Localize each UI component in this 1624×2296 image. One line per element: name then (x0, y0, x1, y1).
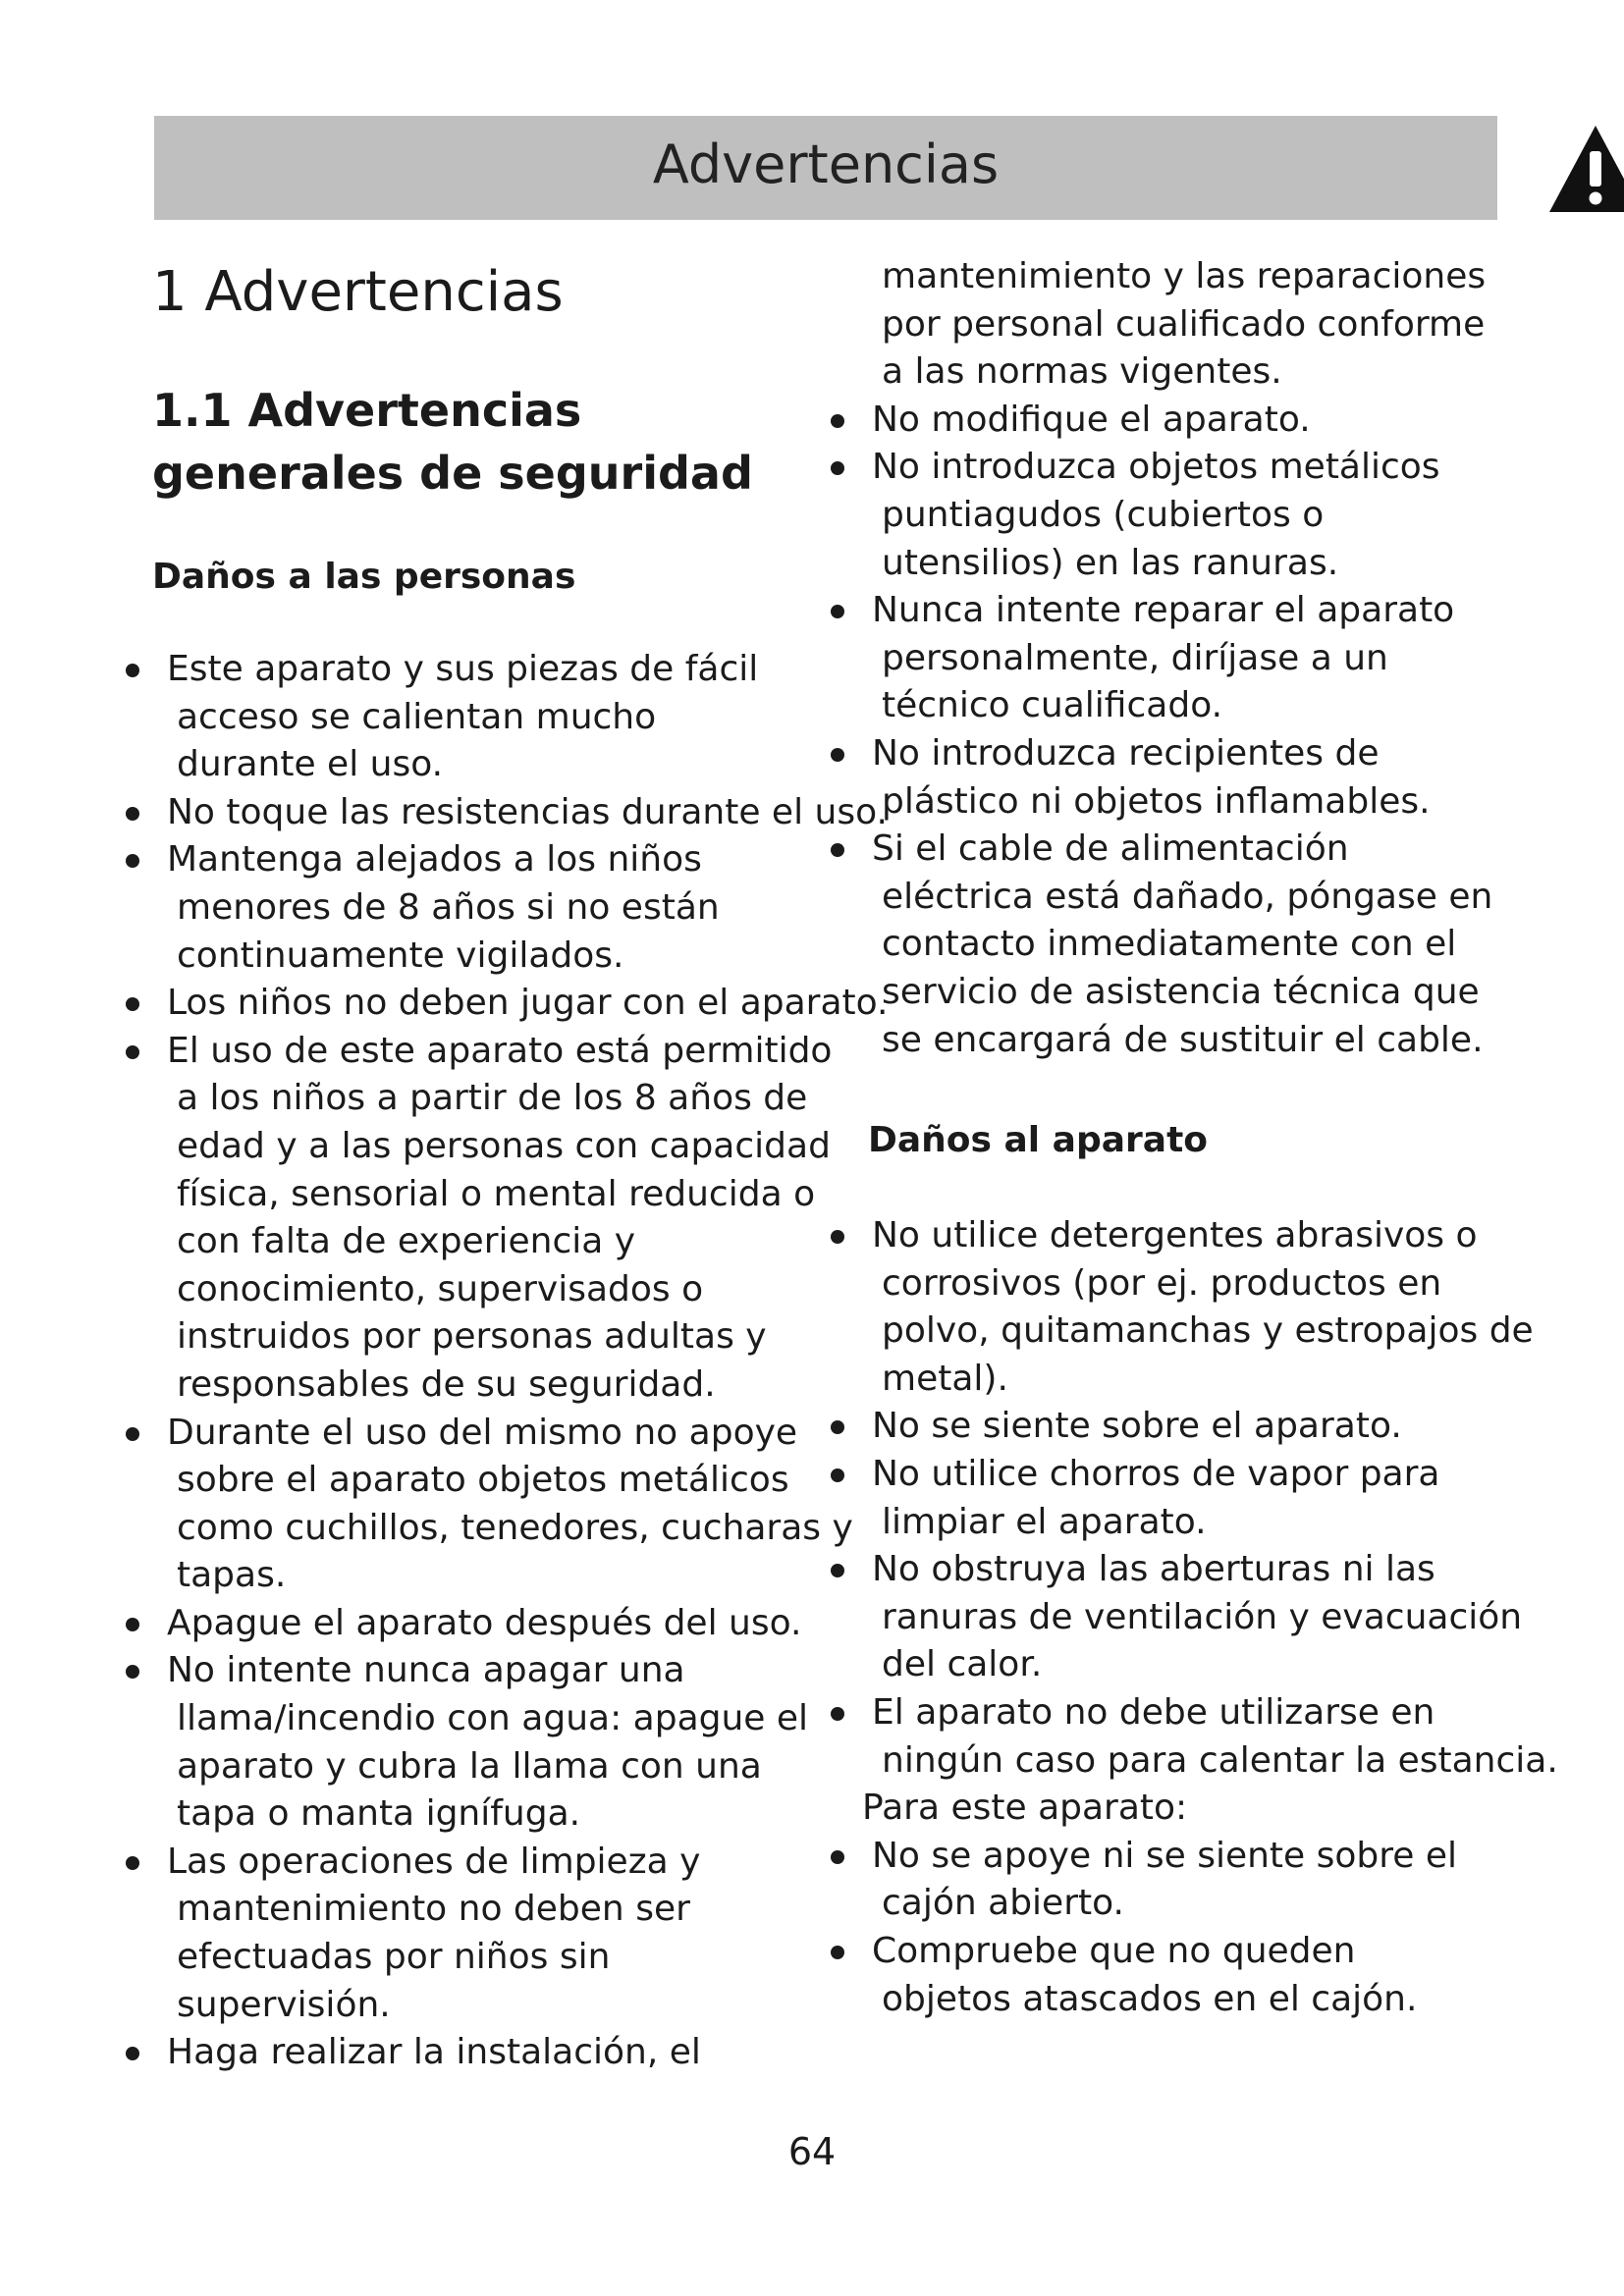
header-bar (154, 116, 1497, 220)
line-text: Para este aparato: (862, 1788, 1188, 1829)
bullet-icon (831, 748, 844, 762)
header-title: Advertencias (652, 133, 1000, 195)
line-text: No se siente sobre el aparato. (872, 1406, 1402, 1447)
bullet-item-line (126, 646, 842, 694)
line-text: objetos atascados en el cajón. (882, 1978, 1418, 2019)
line-text: servicio de asistencia técnica que (882, 971, 1480, 1012)
text-line (126, 1743, 842, 1791)
bullet-icon (126, 1665, 139, 1679)
line-text: durante el uso. (177, 744, 444, 785)
line-text: No utilice detergentes abrasivos o (872, 1215, 1478, 1255)
bullet-icon (126, 1427, 139, 1441)
bullet-item-line (831, 826, 1518, 874)
text-line (126, 694, 842, 742)
text-line (831, 1260, 1518, 1308)
line-text: cajón abierto. (882, 1883, 1124, 1924)
warning-triangle-icon (1546, 122, 1624, 216)
line-text: Haga realizar la instalación, el (167, 2032, 701, 2073)
text-line (126, 1552, 842, 1600)
bullet-item-line (126, 2029, 842, 2077)
line-text: eléctrica está dañado, póngase en (882, 876, 1493, 917)
line-text: del calor. (882, 1644, 1043, 1685)
line-text: contacto inmediatamente con el (882, 924, 1457, 965)
line-text: continuamente vigilados. (177, 934, 624, 976)
line-text: menores de 8 años si no están (177, 886, 720, 928)
line-text: personalmente, diríjase a un (882, 637, 1388, 678)
subsection-title: 1.1 Advertencias generales de seguridad (152, 384, 753, 500)
text-line (831, 1641, 1518, 1689)
bullet-item-line (831, 1833, 1518, 1881)
text-line (831, 540, 1518, 588)
bullet-icon (831, 1420, 844, 1434)
line-text: física, sensorial o mental reducida o (177, 1173, 816, 1214)
bullet-item-line (831, 730, 1518, 778)
line-text: mantenimiento no deben ser (177, 1889, 690, 1930)
text-line (831, 874, 1518, 922)
bullet-item-line (831, 444, 1518, 492)
line-text: aparato y cubra la llama con una (177, 1745, 762, 1787)
text-line (126, 1695, 842, 1743)
text-line (831, 1499, 1518, 1547)
line-text: No intente nunca apagar una (167, 1650, 685, 1691)
bullet-item-line (831, 587, 1518, 635)
line-text: No modifique el aparato. (872, 399, 1311, 440)
left-column-lines (126, 646, 889, 2077)
text-line (126, 933, 842, 981)
text-line (831, 1594, 1523, 1642)
text-line (831, 969, 1518, 1017)
line-text: No obstruya las aberturas ni las (872, 1549, 1435, 1590)
text-line (831, 492, 1518, 540)
line-text: a las normas vigentes. (882, 351, 1282, 393)
bullet-icon (831, 843, 844, 857)
line-text: efectuadas por niños sin (177, 1937, 611, 1978)
text-line (831, 1880, 1518, 1928)
text-line (831, 635, 1518, 683)
line-text: Compruebe que no queden (872, 1930, 1356, 1971)
bullet-icon (831, 1468, 844, 1482)
text-line (126, 1505, 853, 1553)
line-text: instruidos por personas adultas y (177, 1316, 767, 1358)
text-line (126, 884, 842, 933)
line-text: No introduzca objetos metálicos (872, 447, 1440, 488)
line-text: Si el cable de alimentación (872, 828, 1349, 870)
heading-danos-personas: Daños a las personas (152, 557, 576, 597)
text-line (831, 1976, 1518, 2024)
text-line (831, 301, 1518, 349)
bullet-icon (126, 997, 139, 1011)
bullet-item-line (831, 1546, 1518, 1594)
bullet-item-line (126, 1600, 842, 1648)
bullet-item-line (126, 789, 888, 837)
bullet-icon (831, 1564, 844, 1577)
text-line (126, 1123, 842, 1171)
line-text: técnico cualificado. (882, 685, 1223, 726)
bullet-item-line (831, 1928, 1518, 1976)
bullet-icon (126, 664, 139, 677)
bullet-icon (126, 854, 139, 868)
bullet-icon (831, 414, 844, 428)
bullet-item-line (126, 1647, 842, 1695)
section-title: 1 Advertencias (152, 260, 564, 324)
bullet-icon (831, 1850, 844, 1864)
line-text: Este aparato y sus piezas de fácil (167, 649, 759, 689)
text-line (831, 1308, 1534, 1356)
text-line (126, 1075, 842, 1123)
text-line (126, 1790, 842, 1839)
line-text: ranuras de ventilación y evacuación (882, 1596, 1523, 1637)
line-text: corrosivos (por ej. productos en (882, 1262, 1442, 1304)
bullet-item-line (831, 397, 1518, 445)
text-line (831, 1737, 1558, 1786)
line-text: plástico ni objetos inflamables. (882, 780, 1431, 822)
bullet-item-line (126, 980, 889, 1028)
bullet-icon (126, 807, 139, 821)
line-text: ningún caso para calentar la estancia. (882, 1739, 1558, 1781)
text-line (126, 1218, 842, 1266)
line-text: polvo, quitamanchas y estropajos de (882, 1310, 1534, 1352)
text-line (831, 253, 1518, 301)
line-text: acceso se calientan mucho (177, 696, 657, 737)
bullet-icon (126, 1618, 139, 1631)
line-text: se encargará de sustituir el cable. (882, 1019, 1484, 1060)
text-line (831, 1356, 1518, 1404)
bullet-icon (126, 2047, 139, 2060)
line-text: No toque las resistencias durante el uso. (167, 791, 888, 832)
bullet-icon (126, 1045, 139, 1059)
text-line (126, 1982, 842, 2030)
line-text: utensilios) en las ranuras. (882, 542, 1339, 583)
bullet-item-line (126, 1839, 842, 1887)
line-text: responsables de su seguridad. (177, 1363, 716, 1405)
text-line (126, 1886, 842, 1934)
line-text: mantenimiento y las reparaciones (882, 256, 1487, 296)
bullet-item-line (831, 1212, 1518, 1260)
line-text: No se apoye ni se siente sobre el (872, 1835, 1458, 1876)
line-text: por personal cualificado conforme (882, 303, 1486, 345)
line-text: El uso de este aparato está permitido (167, 1030, 833, 1071)
text-line (831, 1785, 1518, 1833)
line-text: Durante el uso del mismo no apoye (167, 1412, 798, 1453)
text-line (126, 1934, 842, 1982)
bullet-icon (831, 461, 844, 475)
bullet-item-line (126, 836, 842, 884)
line-text: supervisión. (177, 1984, 391, 2025)
line-text: a los niños a partir de los 8 años de (177, 1078, 808, 1119)
page-number: 64 (787, 2130, 837, 2173)
text-line (126, 741, 842, 789)
line-text: como cuchillos, tenedores, cucharas y (177, 1507, 853, 1548)
right-column-bottom-lines (831, 1212, 1558, 2023)
left-column-list (126, 646, 889, 2077)
bullet-icon (831, 1946, 844, 1959)
line-text: sobre el aparato objetos metálicos (177, 1460, 789, 1501)
line-text: No introduzca recipientes de (872, 732, 1380, 774)
line-text: El aparato no debe utilizarse en (872, 1691, 1435, 1733)
line-text: Apague el aparato después del uso. (167, 1602, 802, 1643)
line-text: con falta de experiencia y (177, 1221, 636, 1262)
right-column-top-lines (831, 253, 1518, 1064)
line-text: edad y a las personas con capacidad (177, 1125, 831, 1166)
text-line (831, 778, 1518, 827)
text-line (831, 682, 1518, 730)
text-line (126, 1171, 842, 1219)
text-line (126, 1266, 842, 1314)
text-line (126, 1362, 842, 1410)
text-line (831, 921, 1518, 969)
bullet-item-line (831, 1451, 1518, 1499)
line-text: llama/incendio con agua: apague el (177, 1698, 809, 1739)
right-column-bottom-list (831, 1212, 1558, 2023)
bullet-item-line (126, 1410, 842, 1458)
line-text: limpiar el aparato. (882, 1501, 1207, 1542)
bullet-item-line (831, 1689, 1518, 1737)
bullet-item-line (126, 1028, 842, 1076)
line-text: Mantenga alejados a los niños (167, 839, 702, 881)
heading-danos-aparato: Daños al aparato (868, 1120, 1209, 1160)
line-text: Los niños no deben jugar con el aparato. (167, 983, 889, 1024)
line-text: puntiagudos (cubiertos o (882, 494, 1325, 535)
line-text: conocimiento, supervisados o (177, 1268, 704, 1309)
bullet-icon (126, 1856, 139, 1870)
text-line (831, 348, 1518, 397)
line-text: Las operaciones de limpieza y (167, 1841, 701, 1882)
text-line (831, 1017, 1518, 1065)
bullet-icon (831, 1707, 844, 1721)
line-text: metal). (882, 1358, 1008, 1399)
line-text: No utilice chorros de vapor para (872, 1453, 1440, 1494)
bullet-icon (831, 605, 844, 618)
right-column-top-list (831, 253, 1518, 1064)
text-line (126, 1457, 842, 1505)
line-text: tapa o manta ignífuga. (177, 1793, 581, 1835)
text-line (126, 1313, 842, 1362)
line-text: tapas. (177, 1555, 287, 1596)
bullet-item-line (831, 1403, 1518, 1451)
line-text: Nunca intente reparar el aparato (872, 590, 1455, 631)
bullet-icon (831, 1230, 844, 1244)
